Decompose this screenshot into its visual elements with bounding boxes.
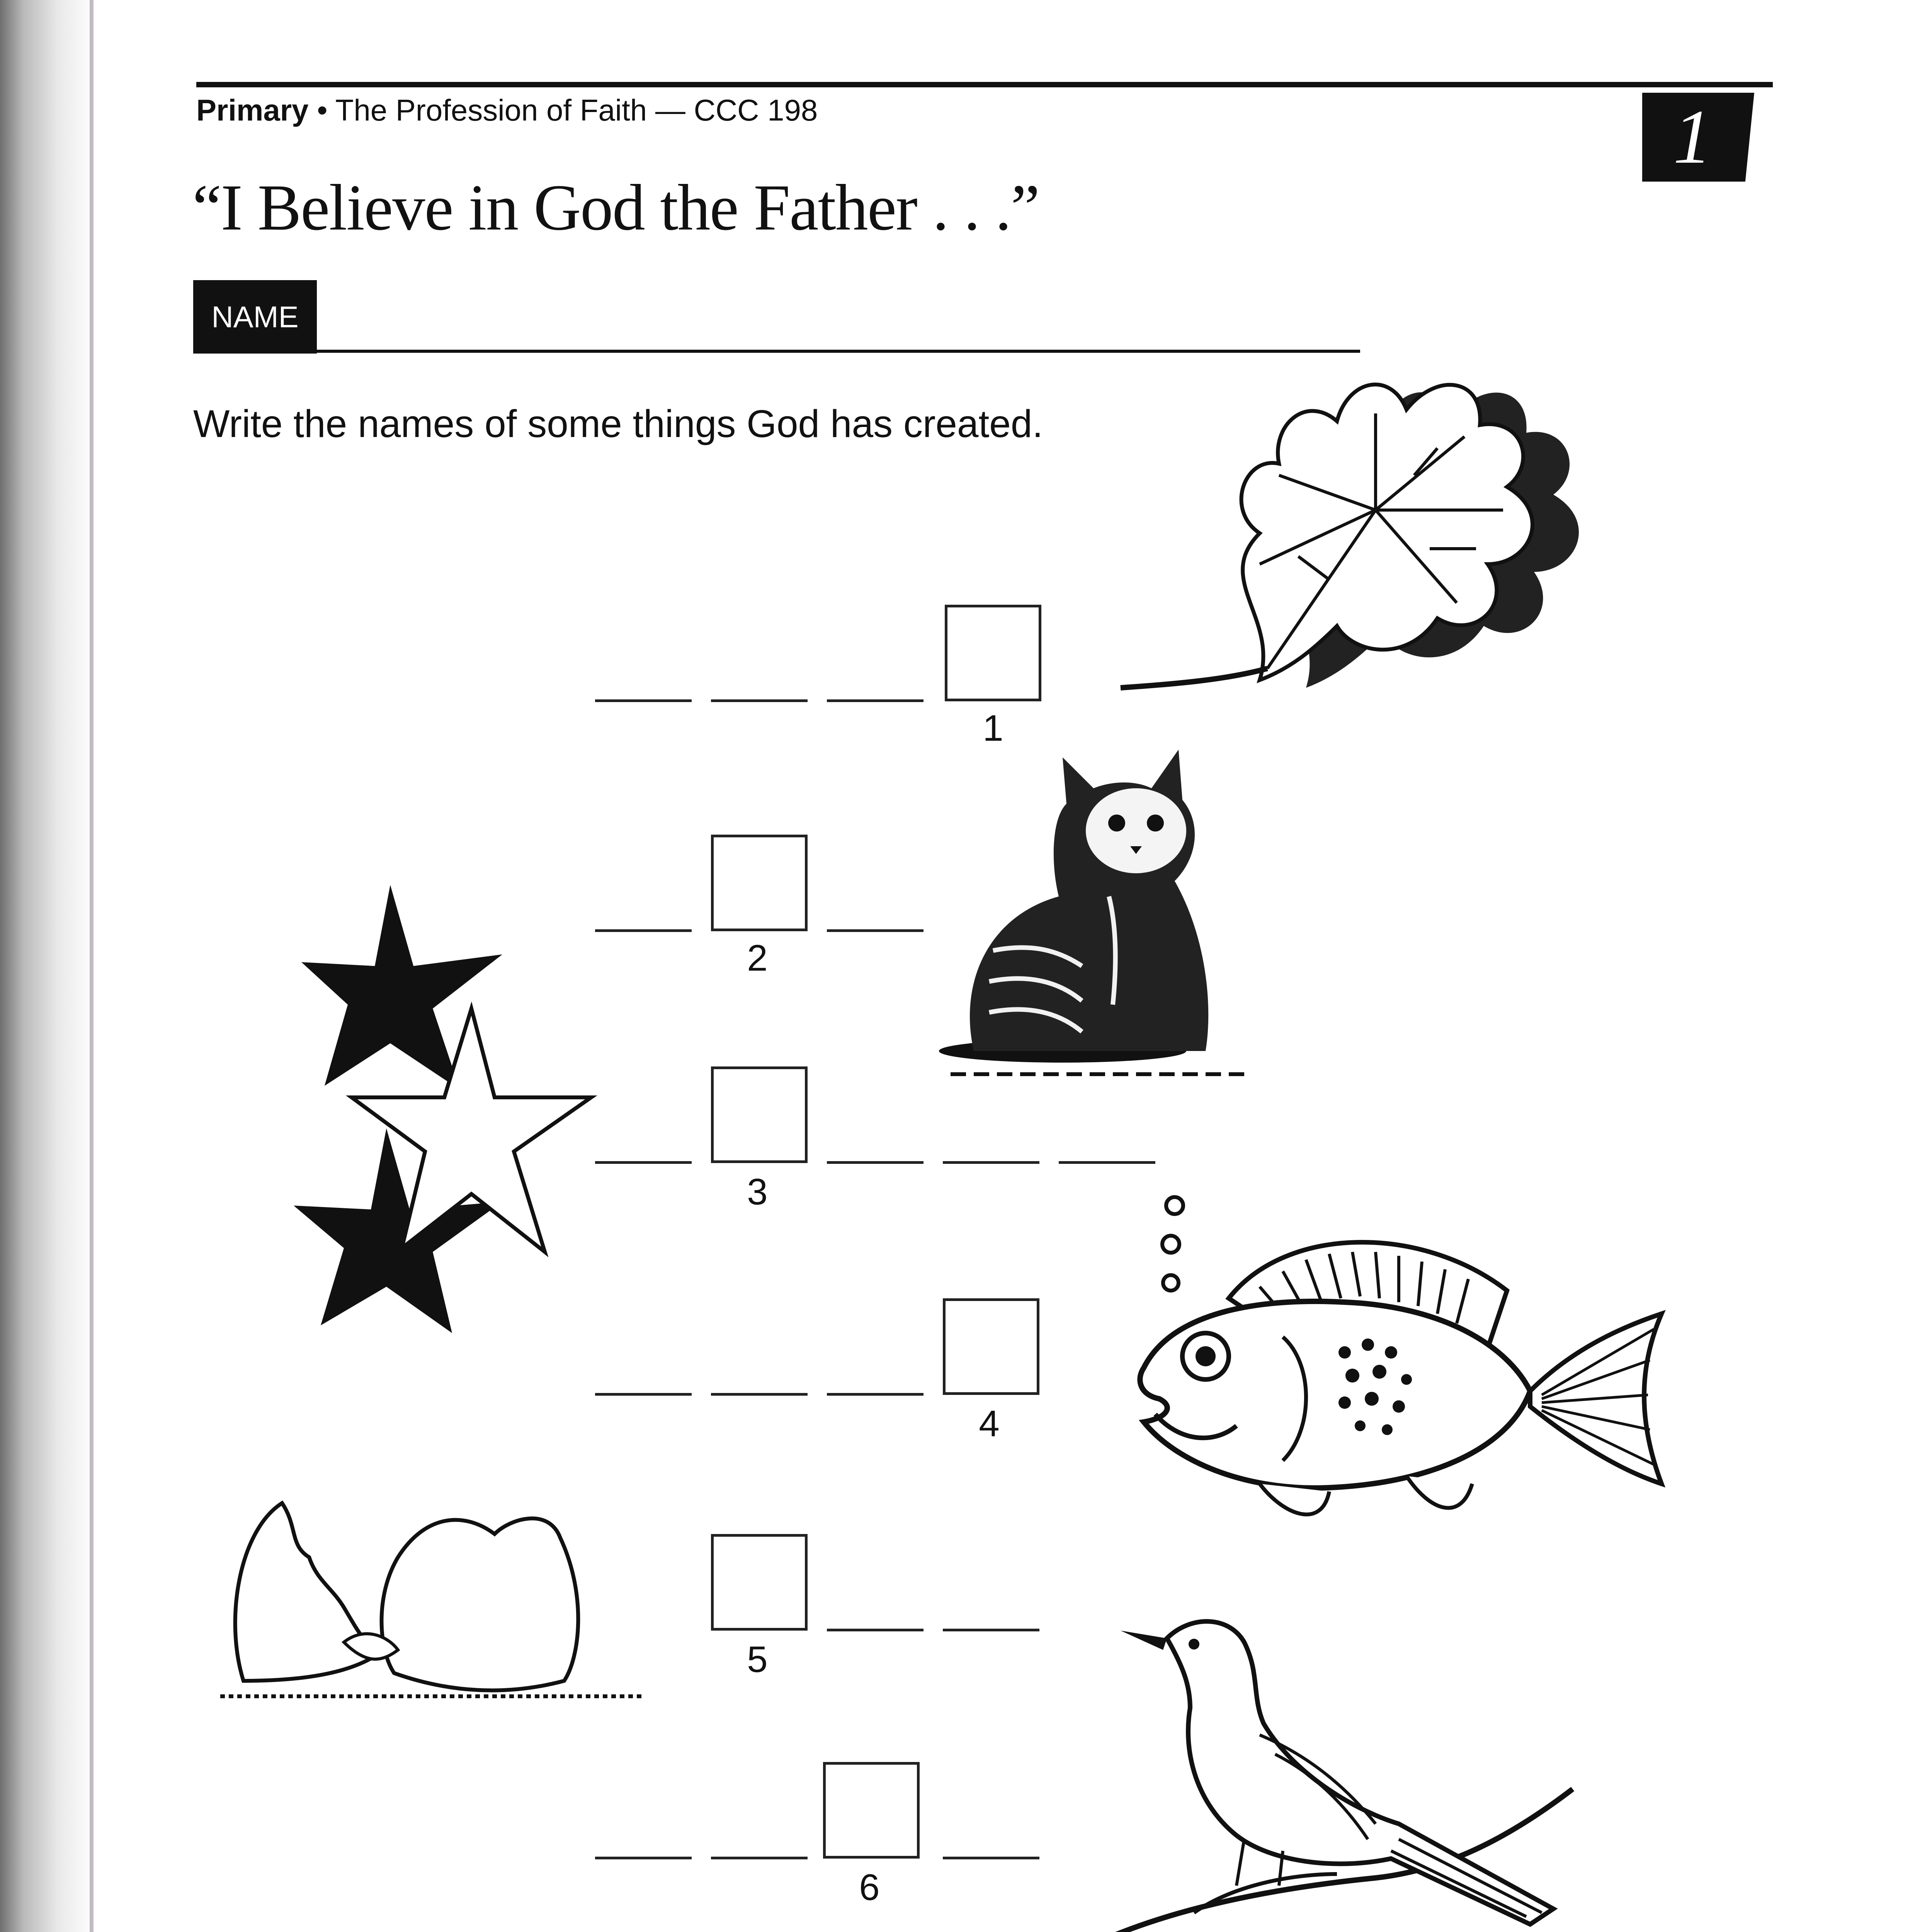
box-number: 2 bbox=[747, 937, 768, 979]
header-level: Primary bbox=[196, 93, 309, 127]
letter-blank[interactable] bbox=[827, 1629, 923, 1631]
letter-blank[interactable] bbox=[827, 699, 923, 702]
numbered-letter-box-1[interactable] bbox=[945, 605, 1041, 701]
letter-blank[interactable] bbox=[827, 1161, 923, 1164]
letter-blank[interactable] bbox=[595, 929, 692, 932]
letter-blank[interactable] bbox=[595, 1393, 692, 1396]
scan-shadow-left bbox=[0, 0, 97, 1932]
box-number: 4 bbox=[979, 1403, 1000, 1444]
numbered-letter-box-3[interactable] bbox=[711, 1066, 808, 1163]
letter-blank[interactable] bbox=[827, 1393, 923, 1396]
leaf-illustration bbox=[1097, 348, 1623, 711]
cat-illustration bbox=[935, 734, 1267, 1082]
letter-blank[interactable] bbox=[711, 699, 808, 702]
page-spine-line bbox=[90, 0, 94, 1932]
lesson-number: 1 bbox=[1673, 94, 1712, 180]
bird-illustration bbox=[1097, 1607, 1592, 1932]
numbered-letter-box-2[interactable] bbox=[711, 835, 808, 931]
box-number: 1 bbox=[983, 707, 1003, 749]
letter-blank[interactable] bbox=[595, 699, 692, 702]
header-bullet: • bbox=[317, 93, 328, 127]
letter-blank[interactable] bbox=[711, 1393, 808, 1396]
stars-illustration bbox=[286, 881, 595, 1345]
letter-blank[interactable] bbox=[827, 929, 923, 932]
letter-blank[interactable] bbox=[943, 1629, 1039, 1631]
page-title: “I Believe in God the Father . . .” bbox=[192, 171, 1039, 244]
letter-blank[interactable] bbox=[943, 1857, 1039, 1859]
numbered-letter-box-5[interactable] bbox=[711, 1534, 808, 1631]
letter-blank[interactable] bbox=[711, 1857, 808, 1859]
fish-illustration bbox=[1113, 1190, 1677, 1569]
letter-blank[interactable] bbox=[595, 1857, 692, 1859]
numbered-letter-box-6[interactable] bbox=[823, 1762, 920, 1859]
letter-blank[interactable] bbox=[1059, 1161, 1155, 1164]
box-number: 3 bbox=[747, 1171, 768, 1213]
instruction-write-names: Write the names of some things God has created. bbox=[193, 402, 1043, 446]
header-topic: The Profession of Faith — CCC 198 bbox=[335, 93, 818, 127]
eggshell-illustration bbox=[216, 1480, 649, 1712]
box-number: 5 bbox=[747, 1639, 768, 1680]
header-rule bbox=[196, 82, 1773, 87]
header-line bbox=[196, 93, 818, 128]
numbered-letter-box-4[interactable] bbox=[943, 1298, 1039, 1395]
box-number: 6 bbox=[859, 1867, 880, 1908]
letter-blank[interactable] bbox=[943, 1161, 1039, 1164]
name-label: NAME bbox=[193, 280, 317, 354]
letter-blank[interactable] bbox=[595, 1161, 692, 1164]
